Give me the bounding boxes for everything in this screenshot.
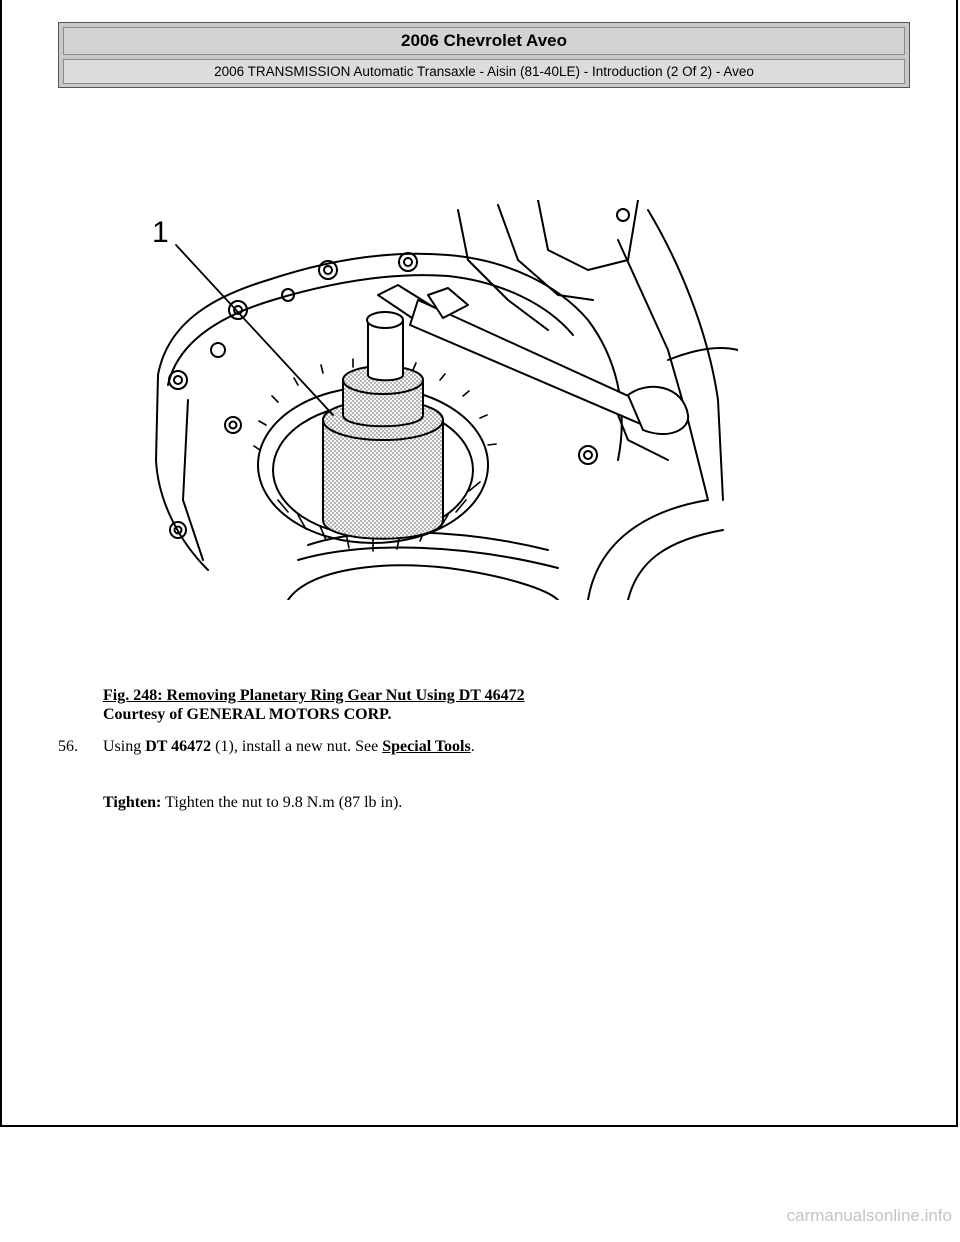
figure-callout-1: 1 — [152, 216, 169, 249]
watermark: carmanualsonline.info — [786, 1206, 952, 1225]
step-tool-name: DT 46472 — [145, 738, 212, 755]
step-text-prefix: Using — [103, 738, 146, 755]
figure-caption-link[interactable]: Fig. 248: Removing Planetary Ring Gear Nut Using DT 46472 — [103, 687, 525, 704]
transaxle-figure — [148, 200, 738, 600]
special-tools-link[interactable]: Special Tools — [382, 738, 471, 755]
step-text-middle: (1), install a new nut. See — [211, 738, 383, 755]
page-subtitle: 2006 TRANSMISSION Automatic Transaxle - Aisin (81-40LE) - Introduction (2 Of 2) - Aveo — [63, 59, 905, 84]
tighten-text: Tighten the nut to 9.8 N.m (87 lb in). — [161, 794, 403, 811]
tighten-label: Tighten: — [103, 794, 162, 811]
page-header — [58, 22, 910, 88]
figure-caption — [103, 686, 525, 724]
step-number: 56. — [58, 738, 78, 755]
tighten-spec — [103, 793, 402, 812]
page-title: 2006 Chevrolet Aveo — [63, 27, 905, 55]
figure-courtesy: Courtesy of GENERAL MOTORS CORP. — [103, 706, 392, 723]
step-text-suffix: . — [470, 738, 475, 755]
step-56 — [58, 737, 475, 756]
